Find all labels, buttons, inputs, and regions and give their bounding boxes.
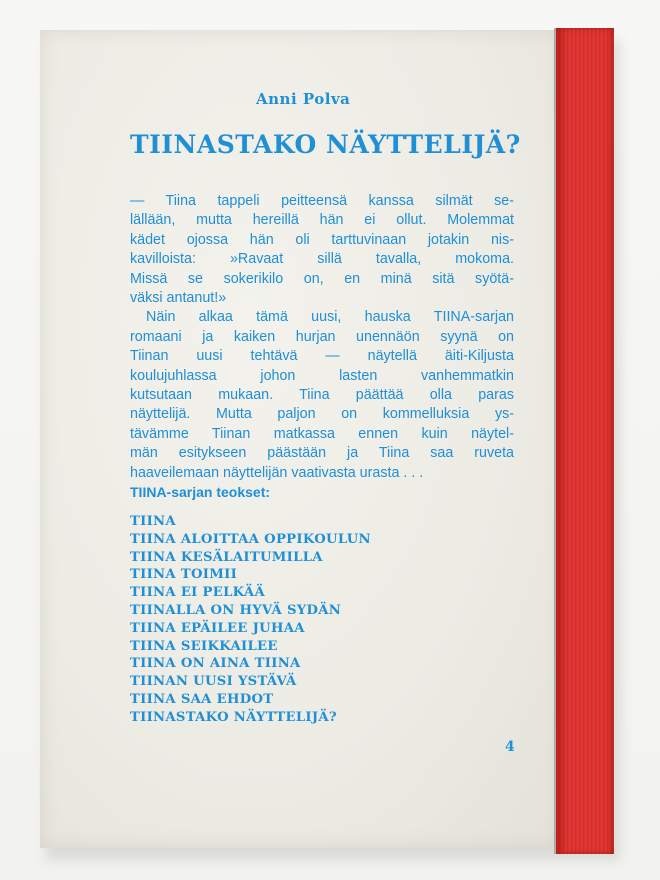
blurb-line: — Tiina tappeli peitteensä kanssa silmät se- bbox=[130, 193, 514, 209]
blurb-line: haaveilemaan näyttelijän vaativasta urasta . . . bbox=[130, 464, 424, 481]
series-number: 4 bbox=[505, 739, 515, 755]
series-title: TIINA bbox=[130, 514, 176, 529]
blurb-line: Tiinan uusi tehtävä — näytellä äiti-Kiljusta bbox=[130, 348, 514, 365]
series-heading: TIINA-sarjan teokset: bbox=[130, 484, 271, 500]
blurb-line: Missä se sokerikilo on, en minä sitä syötä- bbox=[130, 270, 514, 287]
series-title: TIINA KESÄLAITUMILLA bbox=[130, 549, 323, 565]
book-title: TIINASTAKO NÄYTTELIJÄ? bbox=[130, 130, 521, 159]
author-name: Anni Polva bbox=[256, 90, 351, 108]
blurb-line: tävämme Tiinan matkassa ennen kuin näytel- bbox=[130, 425, 514, 442]
blurb-line: män esitykseen päästään ja Tiina saa ruveta bbox=[130, 445, 514, 462]
blurb-line: lällään, mutta hereillä hän ei ollut. Molemmat bbox=[130, 212, 514, 229]
blurb-line: romaani ja kaiken hurjan unennäön syynä on bbox=[130, 328, 514, 345]
series-title-list bbox=[130, 513, 371, 727]
series-title: TIINA TOIMII bbox=[130, 567, 238, 583]
series-title: TIINALLA ON HYVÄ SYDÄN bbox=[130, 602, 342, 618]
series-title: TIINA EI PELKÄÄ bbox=[130, 585, 265, 601]
blurb-line: kutsutaan mukaan. Tiina päättää olla paras bbox=[130, 387, 514, 404]
series-title: TIINA ALOITTAA OPPIKOULUN bbox=[130, 531, 371, 547]
series-title: TIINA SAA EHDOT bbox=[130, 691, 274, 707]
blurb-line: kavilloista: »Ravaat sillä tavalla, mokoma. bbox=[130, 251, 514, 268]
blurb-line: Näin alkaa tämä uusi, hauska TIINA-sarjan bbox=[146, 309, 514, 326]
blurb-line: väksi antanut!» bbox=[130, 290, 227, 307]
series-title: TIINA SEIKKAILEE bbox=[130, 638, 278, 654]
blurb-line: koulujuhlassa johon lasten vanhemmatkin bbox=[130, 367, 514, 384]
blurb-text bbox=[130, 192, 514, 483]
series-title: TIINA ON AINA TIINA bbox=[130, 656, 301, 672]
blurb-line: kädet ojossa hän oli tarttuvinaan jotakin nis- bbox=[130, 231, 514, 248]
series-title: TIINA EPÄILEE JUHAA bbox=[130, 620, 305, 636]
series-title: TIINAN UUSI YSTÄVÄ bbox=[130, 674, 297, 690]
blurb-line: näyttelijä. Mutta paljon on kommelluksia ys- bbox=[130, 406, 514, 423]
series-title: TIINASTAKO NÄYTTELIJÄ? bbox=[130, 709, 337, 725]
